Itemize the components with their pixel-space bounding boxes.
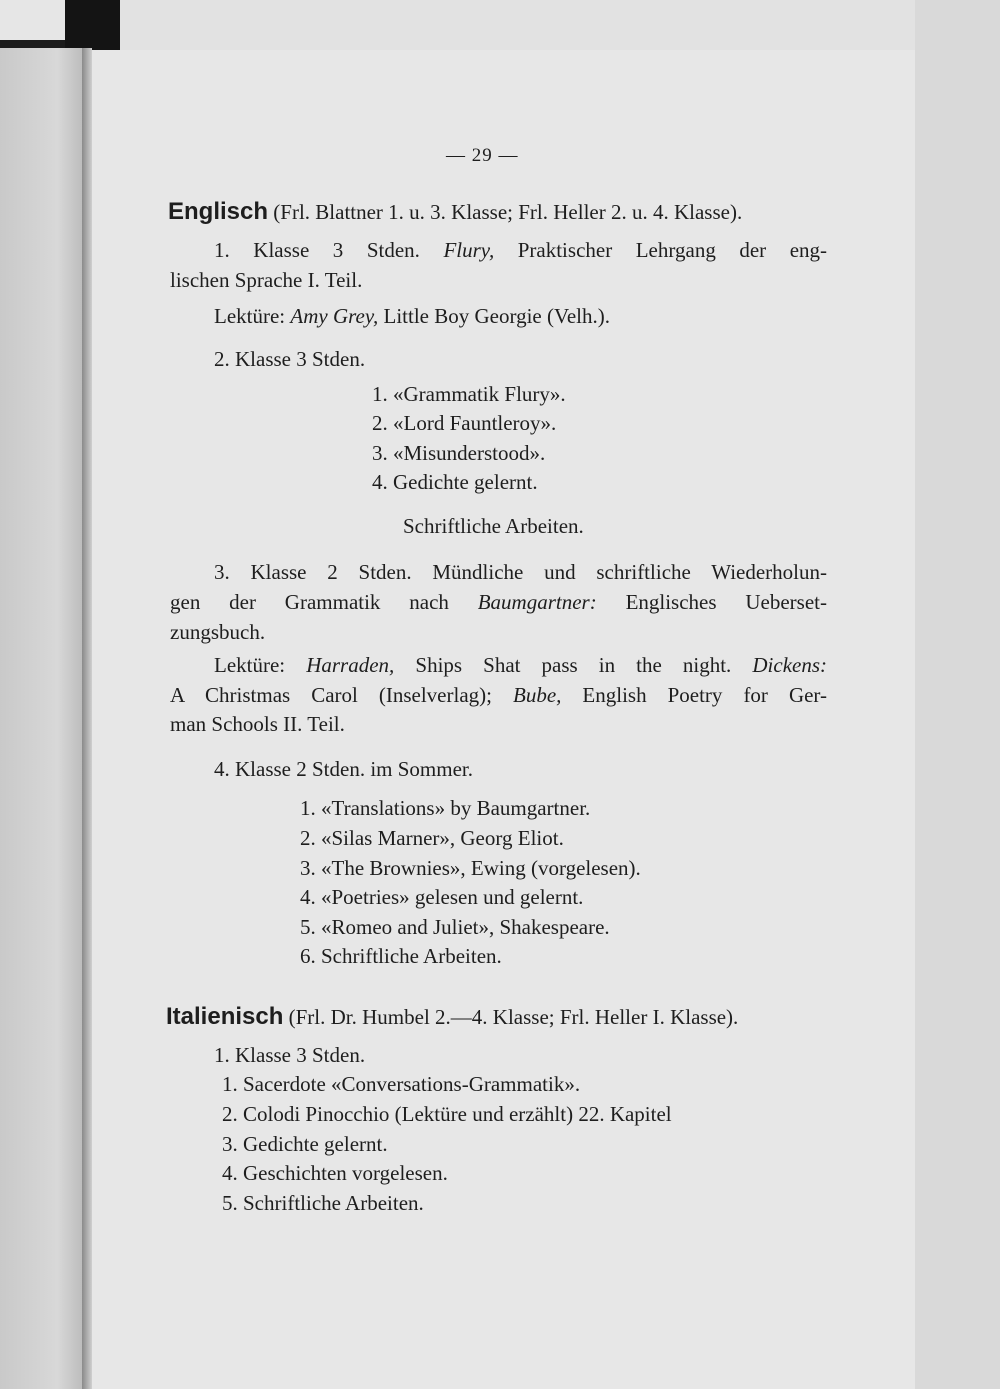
- class-4-item: 1. «Translations» by Baumgartner.: [300, 796, 591, 820]
- lektuere-label: Lektüre:: [214, 304, 286, 328]
- book-gutter: [82, 48, 92, 1389]
- class-3-lektuere-2: [170, 682, 827, 708]
- scan-margin: [0, 0, 65, 40]
- class-4-item: 5. «Romeo and Juliet», Shakespeare.: [300, 915, 610, 939]
- section-title: Englisch: [168, 198, 269, 225]
- class-4-item: 2. «Silas Marner», Georg Eliot.: [300, 826, 564, 850]
- text-segment: English Poetry for Ger-: [582, 683, 827, 707]
- author-name: Amy Grey,: [290, 304, 379, 328]
- class-4-heading: 4. Klasse 2 Stden. im Sommer.: [214, 757, 473, 781]
- italian-item: 1. Sacerdote «Conversations-Grammatik».: [222, 1072, 581, 1096]
- class-2-item: 3. «Misunderstood».: [372, 441, 546, 465]
- class-2-item: 2. «Lord Fauntleroy».: [372, 411, 557, 435]
- class-4-item: 6. Schriftliche Arbeiten.: [300, 944, 502, 968]
- class-2-item: 1. «Grammatik Flury».: [372, 382, 566, 406]
- scan-margin-top: [120, 0, 915, 50]
- class-1-lektuere: [214, 303, 610, 329]
- page-number: 29: [471, 145, 493, 166]
- author-name: Harraden,: [306, 653, 395, 677]
- author-name: Flury,: [443, 238, 495, 262]
- book-spine-top: [65, 0, 120, 50]
- text-segment: 3. Klasse 2 Stden. Mündliche und schriftliche Wiederholun-: [214, 560, 827, 584]
- class-4-item: 3. «The Brownies», Ewing (vorgelesen).: [300, 856, 641, 880]
- class-3-lektuere-1: [214, 652, 827, 678]
- author-name: Dickens:: [752, 653, 828, 677]
- class-3-line-1: [214, 559, 827, 585]
- class-3-line-2: [170, 589, 827, 615]
- class-label: 1. Klasse 3 Stden.: [214, 238, 420, 262]
- class-1-line-2: lischen Sprache I. Teil.: [170, 268, 363, 292]
- italian-class-1-heading: 1. Klasse 3 Stden.: [214, 1043, 366, 1067]
- section-teachers: (Frl. Blattner 1. u. 3. Klasse; Frl. Heller 2. u. 4. Klasse).: [273, 200, 743, 224]
- italian-item: 3. Gedichte gelernt.: [222, 1132, 388, 1156]
- section-heading-englisch: [168, 199, 742, 225]
- text-segment: Praktischer Lehrgang der eng-: [517, 238, 828, 262]
- class-3-lektuere-3: man Schools II. Teil.: [170, 712, 345, 736]
- class-4-item: 4. «Poetries» gelesen und gelernt.: [300, 885, 584, 909]
- section-heading-italienisch: [166, 1004, 738, 1030]
- class-1-line: [214, 237, 827, 263]
- class-2-written-work: Schriftliche Arbeiten.: [403, 514, 584, 538]
- text-segment: Englisches Ueberset-: [625, 590, 827, 614]
- section-title: Italienisch: [166, 1003, 284, 1030]
- text-segment: Ships Shat pass in the night.: [415, 653, 732, 677]
- lektuere-label: Lektüre:: [214, 653, 286, 677]
- text-segment: Little Boy Georgie (Velh.).: [383, 304, 610, 328]
- page-number-line: — 29 —: [446, 145, 519, 166]
- italian-item: 4. Geschichten vorgelesen.: [222, 1161, 448, 1185]
- section-teachers: (Frl. Dr. Humbel 2.—4. Klasse; Frl. Heller I. Klasse).: [288, 1005, 739, 1029]
- text-segment: gen der Grammatik nach: [170, 590, 449, 614]
- author-name: Baumgartner:: [477, 590, 597, 614]
- italian-item: 2. Colodi Pinocchio (Lektüre und erzählt) 22. Kapitel: [222, 1102, 672, 1126]
- text-segment: A Christmas Carol (Inselverlag);: [170, 683, 492, 707]
- italian-item: 5. Schriftliche Arbeiten.: [222, 1191, 424, 1215]
- scan-margin-right: [915, 0, 1000, 1389]
- class-2-heading: 2. Klasse 3 Stden.: [214, 347, 366, 371]
- left-page-edge: [0, 48, 82, 1389]
- class-2-item: 4. Gedichte gelernt.: [372, 470, 538, 494]
- author-name: Bube,: [513, 683, 562, 707]
- class-3-line-3: zungsbuch.: [170, 620, 266, 644]
